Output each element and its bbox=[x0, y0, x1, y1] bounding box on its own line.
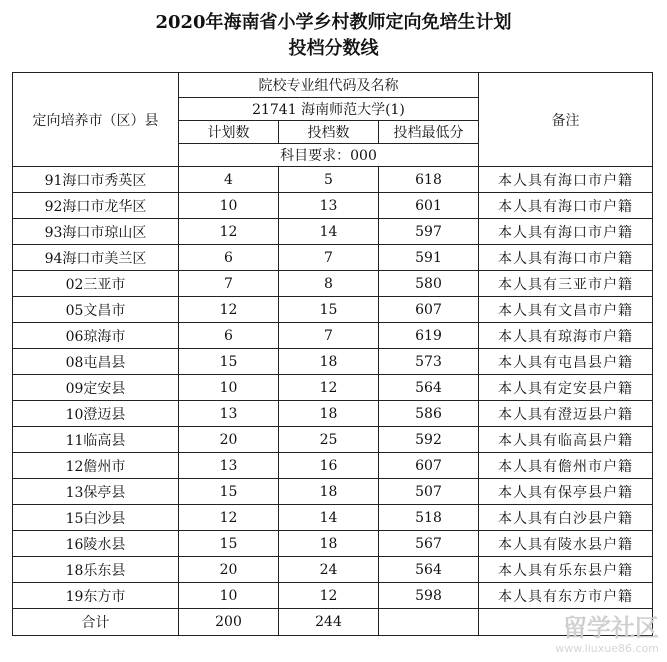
total-admitted: 244 bbox=[279, 609, 379, 636]
min-score-cell: 598 bbox=[379, 583, 479, 609]
table-row bbox=[13, 453, 653, 479]
min-score-cell: 607 bbox=[379, 297, 479, 323]
region-cell: 13保亭县 bbox=[13, 479, 179, 505]
note-cell: 本人具有定安县户籍 bbox=[479, 375, 653, 401]
min-score-cell: 601 bbox=[379, 193, 479, 219]
table-row bbox=[13, 557, 653, 583]
plan-cell: 10 bbox=[179, 375, 279, 401]
min-score-cell: 619 bbox=[379, 323, 479, 349]
header-region: 定向培养市（区）县 bbox=[13, 73, 179, 167]
plan-cell: 7 bbox=[179, 271, 279, 297]
header-subject-requirement: 科目要求：000 bbox=[179, 144, 479, 167]
table-row bbox=[13, 583, 653, 609]
header-admitted: 投档数 bbox=[279, 121, 379, 144]
table-row bbox=[13, 375, 653, 401]
admitted-cell: 7 bbox=[279, 323, 379, 349]
min-score-cell: 518 bbox=[379, 505, 479, 531]
min-score-cell: 607 bbox=[379, 453, 479, 479]
admitted-cell: 7 bbox=[279, 245, 379, 271]
note-cell: 本人具有屯昌县户籍 bbox=[479, 349, 653, 375]
header-min-score: 投档最低分 bbox=[379, 121, 479, 144]
page-subtitle: 投档分数线 bbox=[288, 38, 379, 59]
plan-cell: 6 bbox=[179, 323, 279, 349]
table-row bbox=[13, 323, 653, 349]
note-cell: 本人具有海口市户籍 bbox=[479, 245, 653, 271]
region-cell: 06琼海市 bbox=[13, 323, 179, 349]
watermark-text: 留学社区 bbox=[563, 614, 659, 642]
header-school: 21741 海南师范大学(1) bbox=[179, 98, 479, 121]
admitted-cell: 18 bbox=[279, 479, 379, 505]
watermark-url: www.liuxue86.com bbox=[555, 642, 659, 655]
region-cell: 02三亚市 bbox=[13, 271, 179, 297]
plan-cell: 20 bbox=[179, 557, 279, 583]
min-score-cell: 580 bbox=[379, 271, 479, 297]
table-row bbox=[13, 193, 653, 219]
plan-cell: 12 bbox=[179, 219, 279, 245]
region-cell: 91海口市秀英区 bbox=[13, 167, 179, 193]
table-row bbox=[13, 245, 653, 271]
note-cell: 本人具有乐东县户籍 bbox=[479, 557, 653, 583]
header-group: 院校专业组代码及名称 bbox=[179, 73, 479, 98]
note-cell: 本人具有白沙县户籍 bbox=[479, 505, 653, 531]
admitted-cell: 18 bbox=[279, 401, 379, 427]
total-plan: 200 bbox=[179, 609, 279, 636]
note-cell: 本人具有海口市户籍 bbox=[479, 193, 653, 219]
table-row bbox=[13, 401, 653, 427]
plan-cell: 15 bbox=[179, 531, 279, 557]
admitted-cell: 14 bbox=[279, 219, 379, 245]
note-cell: 本人具有琼海市户籍 bbox=[479, 323, 653, 349]
plan-cell: 20 bbox=[179, 427, 279, 453]
region-cell: 05文昌市 bbox=[13, 297, 179, 323]
table-row bbox=[13, 531, 653, 557]
admitted-cell: 18 bbox=[279, 531, 379, 557]
header-plan: 计划数 bbox=[179, 121, 279, 144]
admitted-cell: 24 bbox=[279, 557, 379, 583]
min-score-cell: 507 bbox=[379, 479, 479, 505]
table-row bbox=[13, 167, 653, 193]
note-cell: 本人具有陵水县户籍 bbox=[479, 531, 653, 557]
min-score-cell: 592 bbox=[379, 427, 479, 453]
admitted-cell: 18 bbox=[279, 349, 379, 375]
table-row bbox=[13, 297, 653, 323]
table-row bbox=[13, 505, 653, 531]
note-cell: 本人具有东方市户籍 bbox=[479, 583, 653, 609]
plan-cell: 4 bbox=[179, 167, 279, 193]
note-cell: 本人具有文昌市户籍 bbox=[479, 297, 653, 323]
table-row bbox=[13, 479, 653, 505]
region-cell: 93海口市琼山区 bbox=[13, 219, 179, 245]
region-cell: 16陵水县 bbox=[13, 531, 179, 557]
min-score-cell: 597 bbox=[379, 219, 479, 245]
admitted-cell: 25 bbox=[279, 427, 379, 453]
note-cell: 本人具有儋州市户籍 bbox=[479, 453, 653, 479]
plan-cell: 12 bbox=[179, 297, 279, 323]
region-cell: 92海口市龙华区 bbox=[13, 193, 179, 219]
note-cell: 本人具有海口市户籍 bbox=[479, 219, 653, 245]
note-cell: 本人具有保亭县户籍 bbox=[479, 479, 653, 505]
table-row bbox=[13, 427, 653, 453]
region-cell: 15白沙县 bbox=[13, 505, 179, 531]
admitted-cell: 8 bbox=[279, 271, 379, 297]
min-score-cell: 618 bbox=[379, 167, 479, 193]
note-cell: 本人具有澄迈县户籍 bbox=[479, 401, 653, 427]
note-cell: 本人具有临高县户籍 bbox=[479, 427, 653, 453]
plan-cell: 6 bbox=[179, 245, 279, 271]
header-note: 备注 bbox=[479, 73, 653, 167]
plan-cell: 10 bbox=[179, 583, 279, 609]
admitted-cell: 12 bbox=[279, 375, 379, 401]
min-score-cell: 591 bbox=[379, 245, 479, 271]
admitted-cell: 15 bbox=[279, 297, 379, 323]
plan-cell: 15 bbox=[179, 479, 279, 505]
plan-cell: 10 bbox=[179, 193, 279, 219]
total-label: 合计 bbox=[13, 609, 179, 636]
region-cell: 08屯昌县 bbox=[13, 349, 179, 375]
region-cell: 19东方市 bbox=[13, 583, 179, 609]
region-cell: 10澄迈县 bbox=[13, 401, 179, 427]
plan-cell: 12 bbox=[179, 505, 279, 531]
table-row bbox=[13, 219, 653, 245]
table-row bbox=[13, 271, 653, 297]
admitted-cell: 12 bbox=[279, 583, 379, 609]
plan-cell: 13 bbox=[179, 453, 279, 479]
admitted-cell: 13 bbox=[279, 193, 379, 219]
page-title: 2020年海南省小学乡村教师定向免培生计划 bbox=[155, 12, 512, 33]
admitted-cell: 16 bbox=[279, 453, 379, 479]
min-score-cell: 567 bbox=[379, 531, 479, 557]
plan-cell: 15 bbox=[179, 349, 279, 375]
note-cell: 本人具有海口市户籍 bbox=[479, 167, 653, 193]
region-cell: 12儋州市 bbox=[13, 453, 179, 479]
table-row bbox=[13, 349, 653, 375]
admitted-cell: 14 bbox=[279, 505, 379, 531]
min-score-cell: 564 bbox=[379, 375, 479, 401]
note-cell: 本人具有三亚市户籍 bbox=[479, 271, 653, 297]
admission-table bbox=[12, 72, 653, 636]
min-score-cell: 586 bbox=[379, 401, 479, 427]
plan-cell: 13 bbox=[179, 401, 279, 427]
min-score-cell: 573 bbox=[379, 349, 479, 375]
region-cell: 09定安县 bbox=[13, 375, 179, 401]
min-score-cell: 564 bbox=[379, 557, 479, 583]
watermark-logo bbox=[511, 610, 661, 658]
total-min-score bbox=[379, 609, 479, 636]
region-cell: 94海口市美兰区 bbox=[13, 245, 179, 271]
region-cell: 11临高县 bbox=[13, 427, 179, 453]
admitted-cell: 5 bbox=[279, 167, 379, 193]
region-cell: 18乐东县 bbox=[13, 557, 179, 583]
